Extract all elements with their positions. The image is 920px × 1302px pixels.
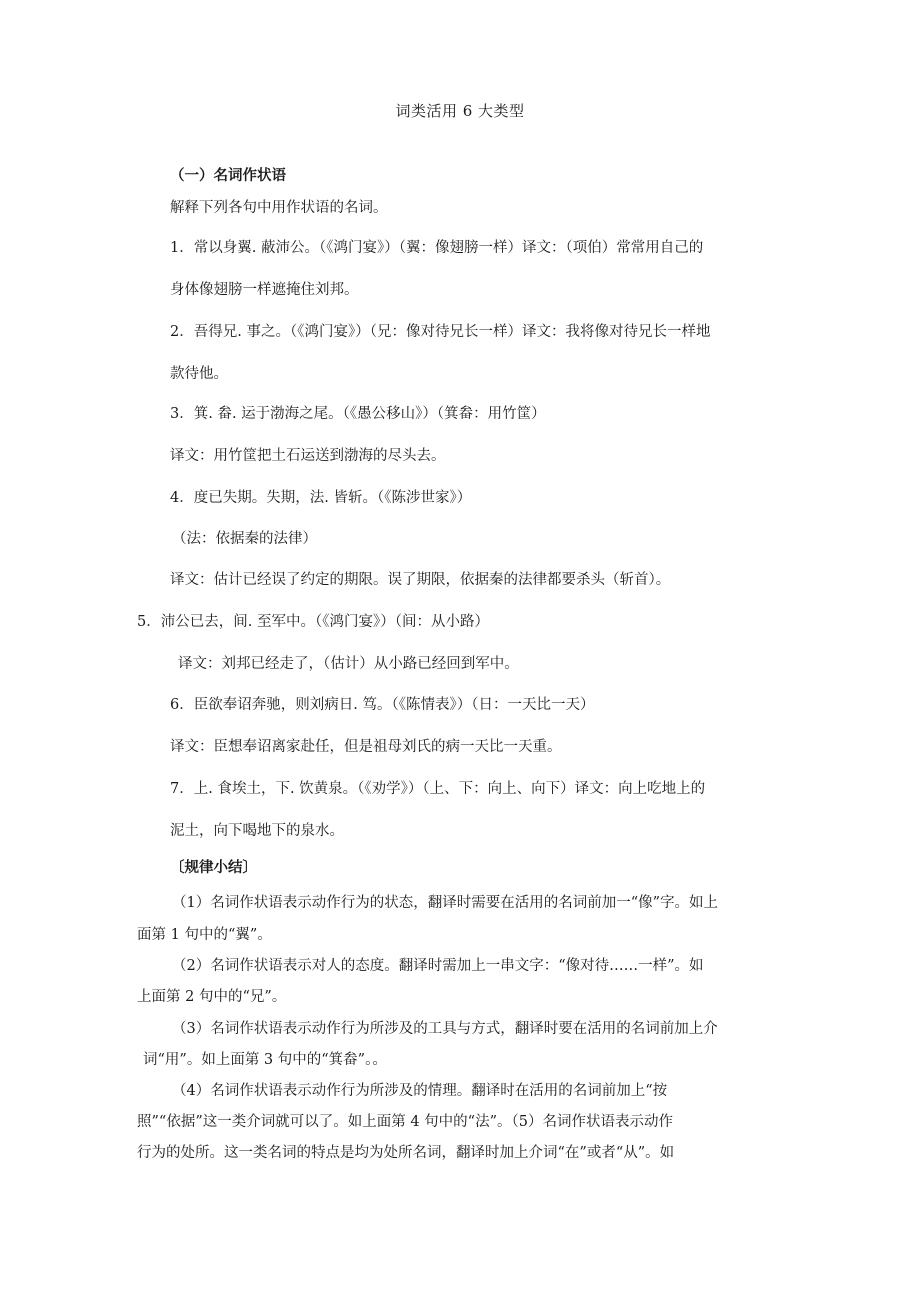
item-line: 泥土，向下喝地下的泉水。 — [170, 823, 344, 839]
section-heading: （一）名词作状语 — [170, 168, 286, 184]
summary-line: （2）名词作状语表示对人的态度。翻译时需加上一串文字：“像对待……一样”。如 — [172, 958, 704, 974]
summary-line: 上面第 2 句中的“兄”。 — [137, 989, 287, 1005]
item-line: 译文：估计已经误了约定的期限。误了期限，依据秦的法律都要杀头（斩首）。 — [170, 572, 671, 588]
summary-heading: 〔规律小结〕 — [170, 860, 257, 876]
summary-line: （3）名词作状语表示动作行为所涉及的工具与方式，翻译时要在活用的名词前加上介 — [172, 1021, 718, 1037]
item-line: 2．吾得兄. 事之。（《鸿门宴》）（兄：像对待兄长一样）译文：我将像对待兄长一样地 — [170, 324, 711, 340]
item-line: 3．箕. 畚. 运于渤海之尾。（《愚公移山》）（箕畚：用竹筐） — [170, 406, 546, 422]
summary-line: 行为的处所。这一类名词的特点是均为处所名词，翻译时加上介词“在”或者“从”。如 — [137, 1145, 675, 1161]
instruction-text: 解释下列各句中用作状语的名词。 — [170, 200, 388, 216]
item-line: 6．臣欲奉诏奔驰，则刘病日. 笃。（《陈情表》）（日：一天比一天） — [170, 697, 595, 713]
summary-line: 照”“依据”这一类介词就可以了。如上面第 4 句中的“法”。（5）名词作状语表示动作 — [137, 1114, 673, 1130]
summary-line: （4）名词作状语表示动作行为所涉及的情理。翻译时在活用的名词前加上“按 — [172, 1083, 668, 1099]
document-title: 词类活用 6 大类型 — [395, 102, 525, 120]
item-line: 5．沛公已去，间. 至军中。（《鸿门宴》）（间：从小路） — [137, 614, 489, 630]
item-line: 7．上. 食埃土，下. 饮黄泉。（《劝学》）（上、下：向上、向下）译文：向上吃地上的 — [170, 781, 706, 797]
summary-line: 词“用”。如上面第 3 句中的“箕畚”。。 — [143, 1052, 387, 1068]
item-line: 身体像翅膀一样遮掩住刘邦。 — [170, 282, 359, 298]
item-line: 译文：刘邦已经走了，（估计）从小路已经回到军中。 — [178, 656, 519, 672]
item-line: 译文：用竹筐把土石运送到渤海的尽头去。 — [170, 448, 446, 464]
item-line: 译文：臣想奉诏离家赴任，但是祖母刘氏的病一天比一天重。 — [170, 739, 562, 755]
item-line: 款待他。 — [170, 366, 228, 382]
summary-line: 面第 1 句中的“翼”。 — [137, 927, 272, 943]
item-line: 1．常以身翼. 蔽沛公。（《鸿门宴》）（翼：像翅膀一样）译文：（项伯）常常用自己的 — [170, 240, 704, 256]
item-line: （法：依据秦的法律） — [172, 531, 317, 547]
summary-line: （1）名词作状语表示动作行为的状态，翻译时需要在活用的名词前加一“像”字。如上 — [172, 895, 719, 911]
item-line: 4．度已失期。失期，法. 皆斩。（《陈涉世家》） — [170, 490, 472, 506]
